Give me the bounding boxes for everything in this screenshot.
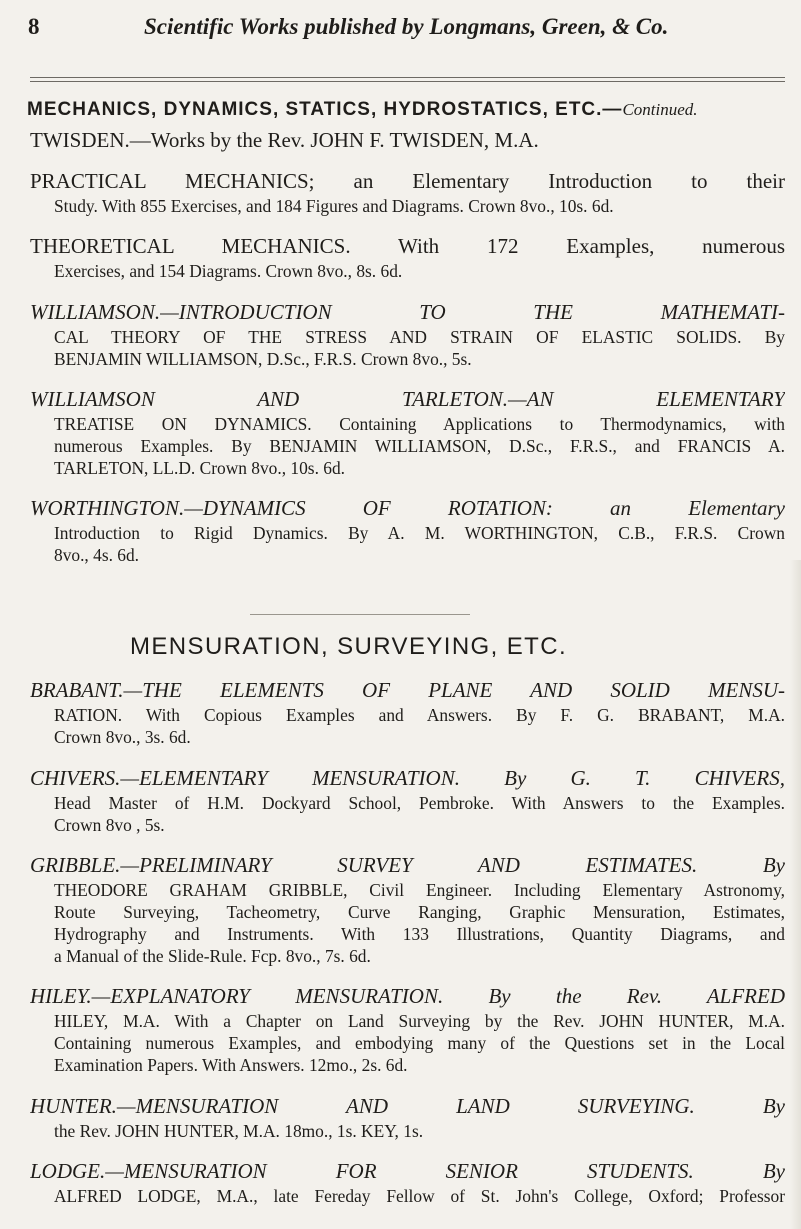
entry-line: Hydrography and Instruments. With 133 Illustrations, Quantity Diagrams, and bbox=[54, 924, 785, 944]
entry-line: CAL THEORY OF THE STRESS AND STRAIN OF ELASTIC SOLIDS. By bbox=[54, 327, 785, 347]
entry-line: Route Surveying, Tacheometry, Curve Ranging, Graphic Mensuration, Estimates, bbox=[54, 902, 785, 922]
entry-worthington bbox=[30, 495, 785, 566]
entry-chivers bbox=[30, 765, 785, 836]
entry-line: WORTHINGTON.—DYNAMICS OF ROTATION: an Elementary bbox=[30, 496, 785, 520]
entry-line: Examination Papers. With Answers. 12mo., 2s. 6d. bbox=[54, 1055, 408, 1075]
entry-line: Exercises, and 154 Diagrams. Crown 8vo., 8s. 6d. bbox=[54, 261, 403, 281]
entry-line: TWISDEN.—Works by the Rev. JOHN F. TWISDEN, M.A. bbox=[30, 128, 539, 152]
section-title-mensuration: MENSURATION, SURVEYING, ETC. bbox=[130, 633, 568, 660]
header-rule bbox=[30, 77, 785, 78]
section-divider bbox=[250, 614, 470, 615]
entry-line: THEODORE GRAHAM GRIBBLE, Civil Engineer. Including Elementary Astronomy, bbox=[54, 880, 785, 900]
entry-practical-mechanics bbox=[30, 168, 785, 217]
entry-line: RATION. With Copious Examples and Answers. By F. G. BRABANT, M.A. bbox=[54, 705, 785, 725]
entry-line: TARLETON, LL.D. Crown 8vo., 10s. 6d. bbox=[54, 458, 346, 478]
entry-line: ALFRED LODGE, M.A., late Fereday Fellow of St. John's College, Oxford; Professor bbox=[54, 1186, 785, 1206]
entry-line: THEORETICAL MECHANICS. With 172 Examples, numerous bbox=[30, 234, 785, 258]
entry-line: WILLIAMSON.—INTRODUCTION TO THE MATHEMATI- bbox=[30, 300, 785, 324]
entry-twisden-heading bbox=[30, 127, 785, 154]
entry-gribble bbox=[30, 852, 785, 967]
section-title-text: MECHANICS, DYNAMICS, STATICS, HYDROSTATICS, ETC.— bbox=[27, 99, 623, 120]
entry-line: HILEY, M.A. With a Chapter on Land Surveying by the Rev. JOHN HUNTER, M.A. bbox=[54, 1011, 785, 1031]
entry-lodge bbox=[30, 1158, 785, 1207]
running-head-title: Scientific Works published by Longmans, Green, & Co. bbox=[144, 14, 669, 39]
entry-line: Crown 8vo., 3s. 6d. bbox=[54, 727, 191, 747]
entry-williamson-tarleton bbox=[30, 386, 785, 479]
running-head bbox=[28, 14, 788, 40]
entry-hiley bbox=[30, 983, 785, 1076]
entry-williamson bbox=[30, 299, 785, 370]
entry-line: CHIVERS.—ELEMENTARY MENSURATION. By G. T. CHIVERS, bbox=[30, 766, 785, 790]
entry-line: GRIBBLE.—PRELIMINARY SURVEY AND ESTIMATES. By bbox=[30, 853, 785, 877]
entry-line: HILEY.—EXPLANATORY MENSURATION. By the Rev. ALFRED bbox=[30, 984, 785, 1008]
entry-line: PRACTICAL MECHANICS; an Elementary Introduction to their bbox=[30, 169, 785, 193]
entry-line: BENJAMIN WILLIAMSON, D.Sc., F.R.S. Crown 8vo., 5s. bbox=[54, 349, 472, 369]
entry-line: Head Master of H.M. Dockyard School, Pembroke. With Answers to the Examples. bbox=[54, 793, 785, 813]
entry-line: TREATISE ON DYNAMICS. Containing Applications to Thermodynamics, with bbox=[54, 414, 785, 434]
header-rule-second bbox=[30, 81, 785, 82]
section-continued-label: Continued. bbox=[622, 100, 698, 119]
entry-theoretical-mechanics bbox=[30, 233, 785, 282]
entry-line: a Manual of the Slide-Rule. Fcp. 8vo., 7s. 6d. bbox=[54, 946, 371, 966]
entry-line: LODGE.—MENSURATION FOR SENIOR STUDENTS. By bbox=[30, 1159, 785, 1183]
section-title-mechanics bbox=[27, 99, 797, 121]
entry-line: Crown 8vo , 5s. bbox=[54, 815, 165, 835]
entry-line: the Rev. JOHN HUNTER, M.A. 18mo., 1s. KEY, 1s. bbox=[54, 1121, 424, 1141]
entry-line: BRABANT.—THE ELEMENTS OF PLANE AND SOLID MENSU- bbox=[30, 678, 785, 702]
entry-line: Introduction to Rigid Dynamics. By A. M. WORTHINGTON, C.B., F.R.S. Crown bbox=[54, 523, 785, 543]
entry-line: 8vo., 4s. 6d. bbox=[54, 545, 140, 565]
entry-line: Study. With 855 Exercises, and 184 Figures and Diagrams. Crown 8vo., 10s. 6d. bbox=[54, 196, 614, 216]
page-number: 8 bbox=[28, 14, 40, 39]
entry-brabant bbox=[30, 677, 785, 748]
entry-hunter bbox=[30, 1093, 785, 1142]
entry-line: numerous Examples. By BENJAMIN WILLIAMSON, D.Sc., F.R.S., and FRANCIS A. bbox=[54, 436, 785, 456]
entry-line: WILLIAMSON AND TARLETON.—AN ELEMENTARY bbox=[30, 387, 785, 411]
page-edge-shadow bbox=[790, 560, 801, 1229]
entry-line: HUNTER.—MENSURATION AND LAND SURVEYING. By bbox=[30, 1094, 785, 1118]
entry-line: Containing numerous Examples, and embodying many of the Questions set in the Local bbox=[54, 1033, 785, 1053]
